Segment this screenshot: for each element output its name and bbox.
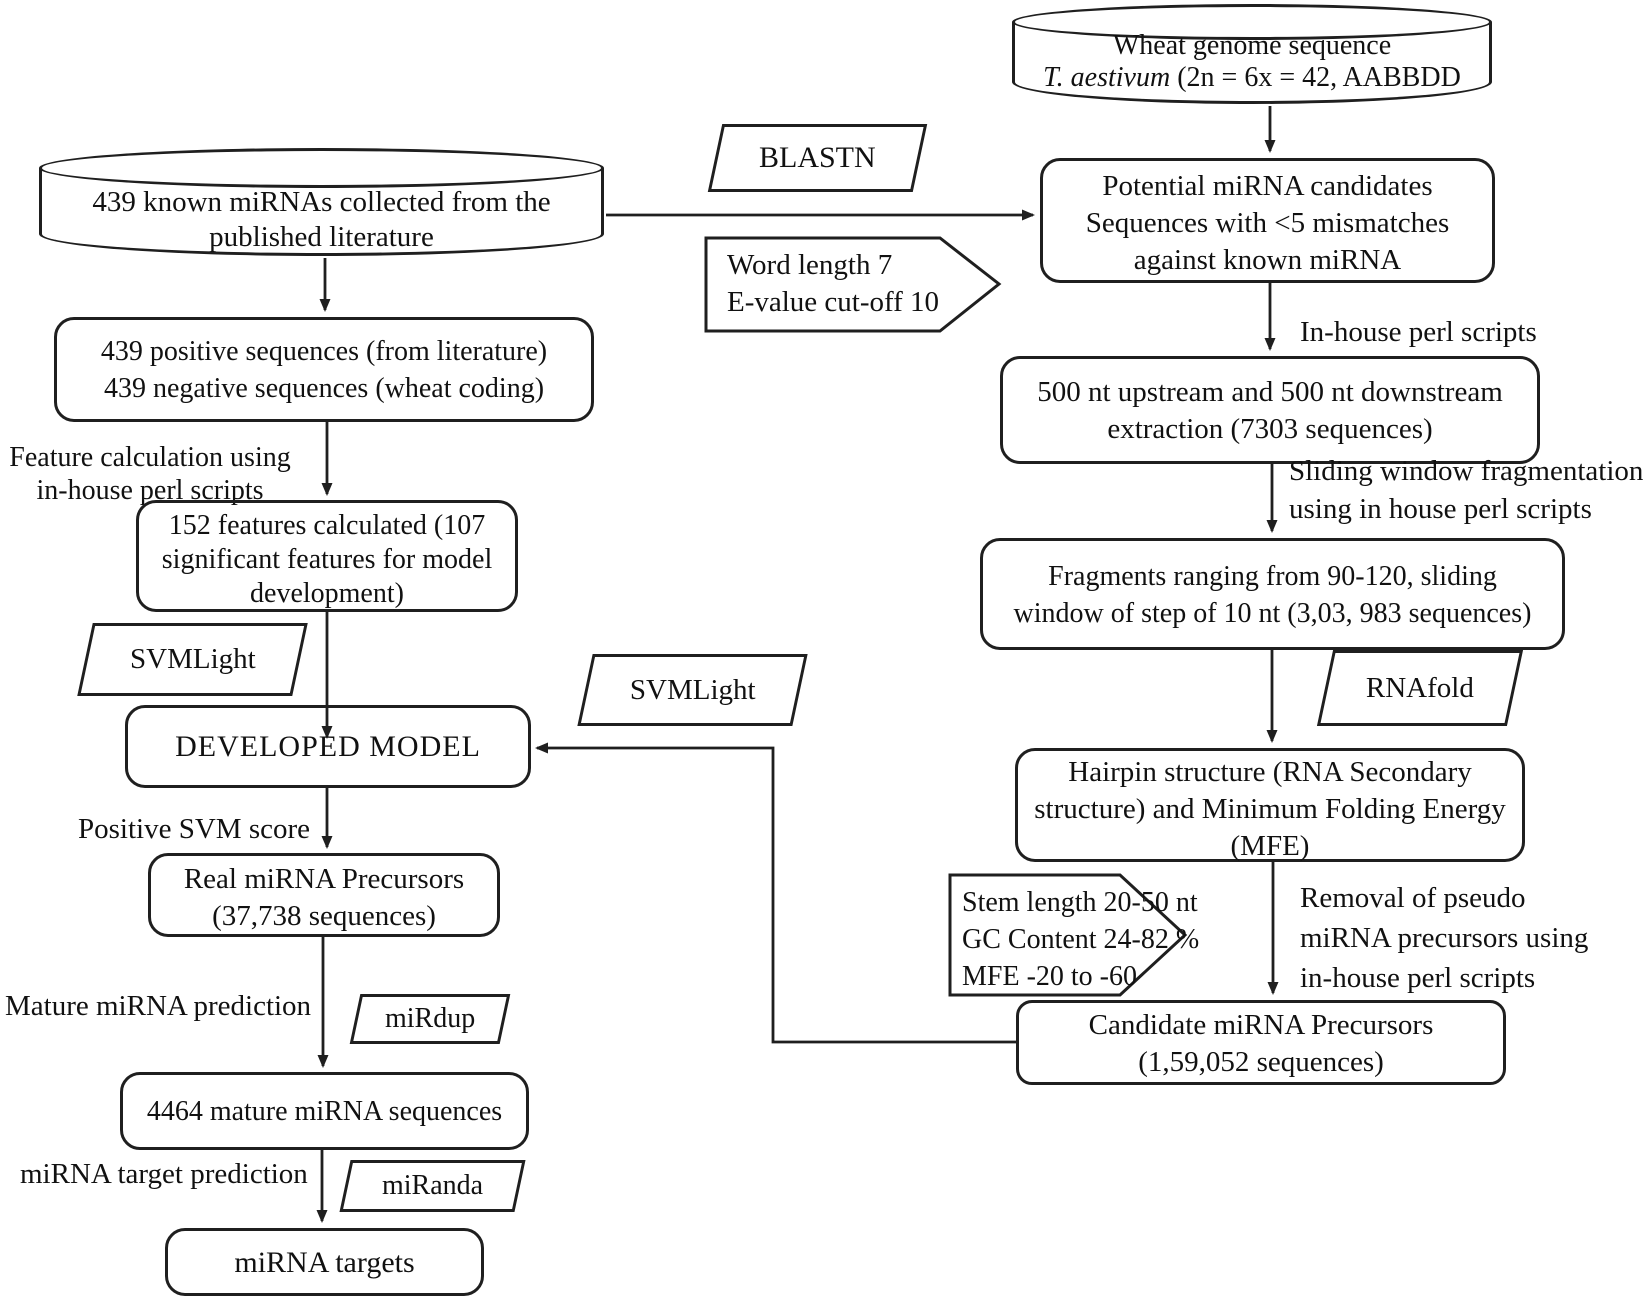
extraction-box [1000,356,1540,464]
mirna-targets-box [165,1228,484,1296]
rnafold-label: RNAfold [1366,671,1474,704]
candidate-precursors-line: (1,59,052 sequences) [1138,1046,1384,1078]
mirdup-label: miRdup [384,1003,476,1034]
fragments-line: Fragments ranging from 90-120, sliding [1048,561,1497,592]
removal-pseudo-label [1300,878,1588,998]
features-line: 152 features calculated (107 [168,510,486,541]
mirdup-tool [350,994,511,1044]
blast-params-text [727,247,939,321]
features-calculated-box [136,500,518,612]
blastn-label: BLASTN [759,141,876,174]
svmlight-tool-left [77,623,308,696]
hairpin-structure-box [1015,748,1525,862]
species-name-italic: T. aestivum [1043,62,1171,93]
mature-sequences-label: 4464 mature miRNA sequences [146,1095,503,1127]
developed-model-box [125,705,531,788]
feature-calculation-line: Feature calculation using [9,442,291,473]
blast-params-line: Word length 7 [727,249,893,281]
fragments-box [980,538,1565,650]
miranda-tool [339,1160,525,1212]
svmlight-mid-label: SVMLight [629,673,756,706]
karyotype-text: (2n = 6x = 42, AABBDD [1170,62,1461,93]
developed-model-label: DEVELOPED MODEL [175,730,481,763]
blast-params-line: E-value cut-off 10 [727,286,940,318]
hairpin-line: structure) and Minimum Folding Energy [1034,793,1506,825]
removal-pseudo-line: miRNA precursors using [1300,922,1589,954]
feature-calculation-label [0,441,300,507]
candidate-precursors-line: Candidate miRNA Precursors [1088,1009,1434,1041]
potential-candidates-line: Potential miRNA candidates [1102,170,1433,202]
pos-neg-sequences-box [54,317,594,422]
hairpin-line: Hairpin structure (RNA Secondary [1068,756,1472,788]
svmlight-label: SVMLight [129,643,256,675]
extraction-line: 500 nt upstream and 500 nt downstream [1037,376,1503,408]
filter-params-line: Stem length 20-50 nt [962,887,1198,918]
filter-params-line: GC Content 24-82 % [962,924,1200,955]
mature-prediction-label: Mature miRNA prediction [5,990,312,1022]
wheat-genome-database [1012,4,1492,104]
features-line: development) [250,578,404,609]
target-prediction-label: miRNA target prediction [20,1158,308,1190]
positive-svm-score-label: Positive SVM score [78,813,310,845]
removal-pseudo-line: in-house perl scripts [1300,962,1536,994]
potential-candidates-line: against known miRNA [1133,244,1402,276]
connector-candidate-to-model [537,748,1016,1042]
feature-calculation-line: in-house perl scripts [36,475,264,506]
rnafold-tool [1317,650,1523,726]
sliding-window-line: using in house perl scripts [1289,493,1592,525]
inhouse-perl-label: In-house perl scripts [1300,316,1537,348]
potential-candidates-line: Sequences with <5 mismatches [1085,207,1450,239]
wheat-genome-line [1012,62,1492,94]
known-mirnas-line: 439 known miRNAs collected from the [92,186,551,218]
fragments-line: window of step of 10 nt (3,03, 983 sequences) [1013,598,1532,629]
filter-params-text [962,884,1199,995]
real-precursors-line: Real miRNA Precursors [183,863,465,895]
mirna-targets-label: miRNA targets [234,1245,415,1279]
cylinder-top-ellipse [39,148,604,188]
svmlight-tool-mid [577,654,807,726]
features-line: significant features for model [161,544,493,575]
potential-candidates-box [1040,158,1495,283]
real-precursors-line: (37,738 sequences) [212,900,436,932]
blastn-tool [708,124,927,192]
known-mirnas-database [39,148,604,256]
sliding-window-line: Sliding window fragmentation [1289,455,1644,487]
extraction-line: extraction (7303 sequences) [1107,413,1433,445]
pos-neg-line: 439 negative sequences (wheat coding) [103,373,545,404]
wheat-genome-line: Wheat genome sequence [1112,30,1392,61]
miranda-label: miRanda [381,1170,484,1201]
removal-pseudo-line: Removal of pseudo [1300,882,1526,914]
known-mirnas-line: published literature [209,221,434,253]
candidate-precursors-box [1016,1000,1506,1085]
hairpin-line: (MFE) [1230,830,1310,862]
filter-params-line: MFE -20 to -60 [962,961,1137,992]
mature-sequences-box [120,1072,529,1150]
sliding-window-label [1289,452,1643,528]
real-precursors-box [148,853,500,937]
pos-neg-line: 439 positive sequences (from literature) [100,336,548,367]
